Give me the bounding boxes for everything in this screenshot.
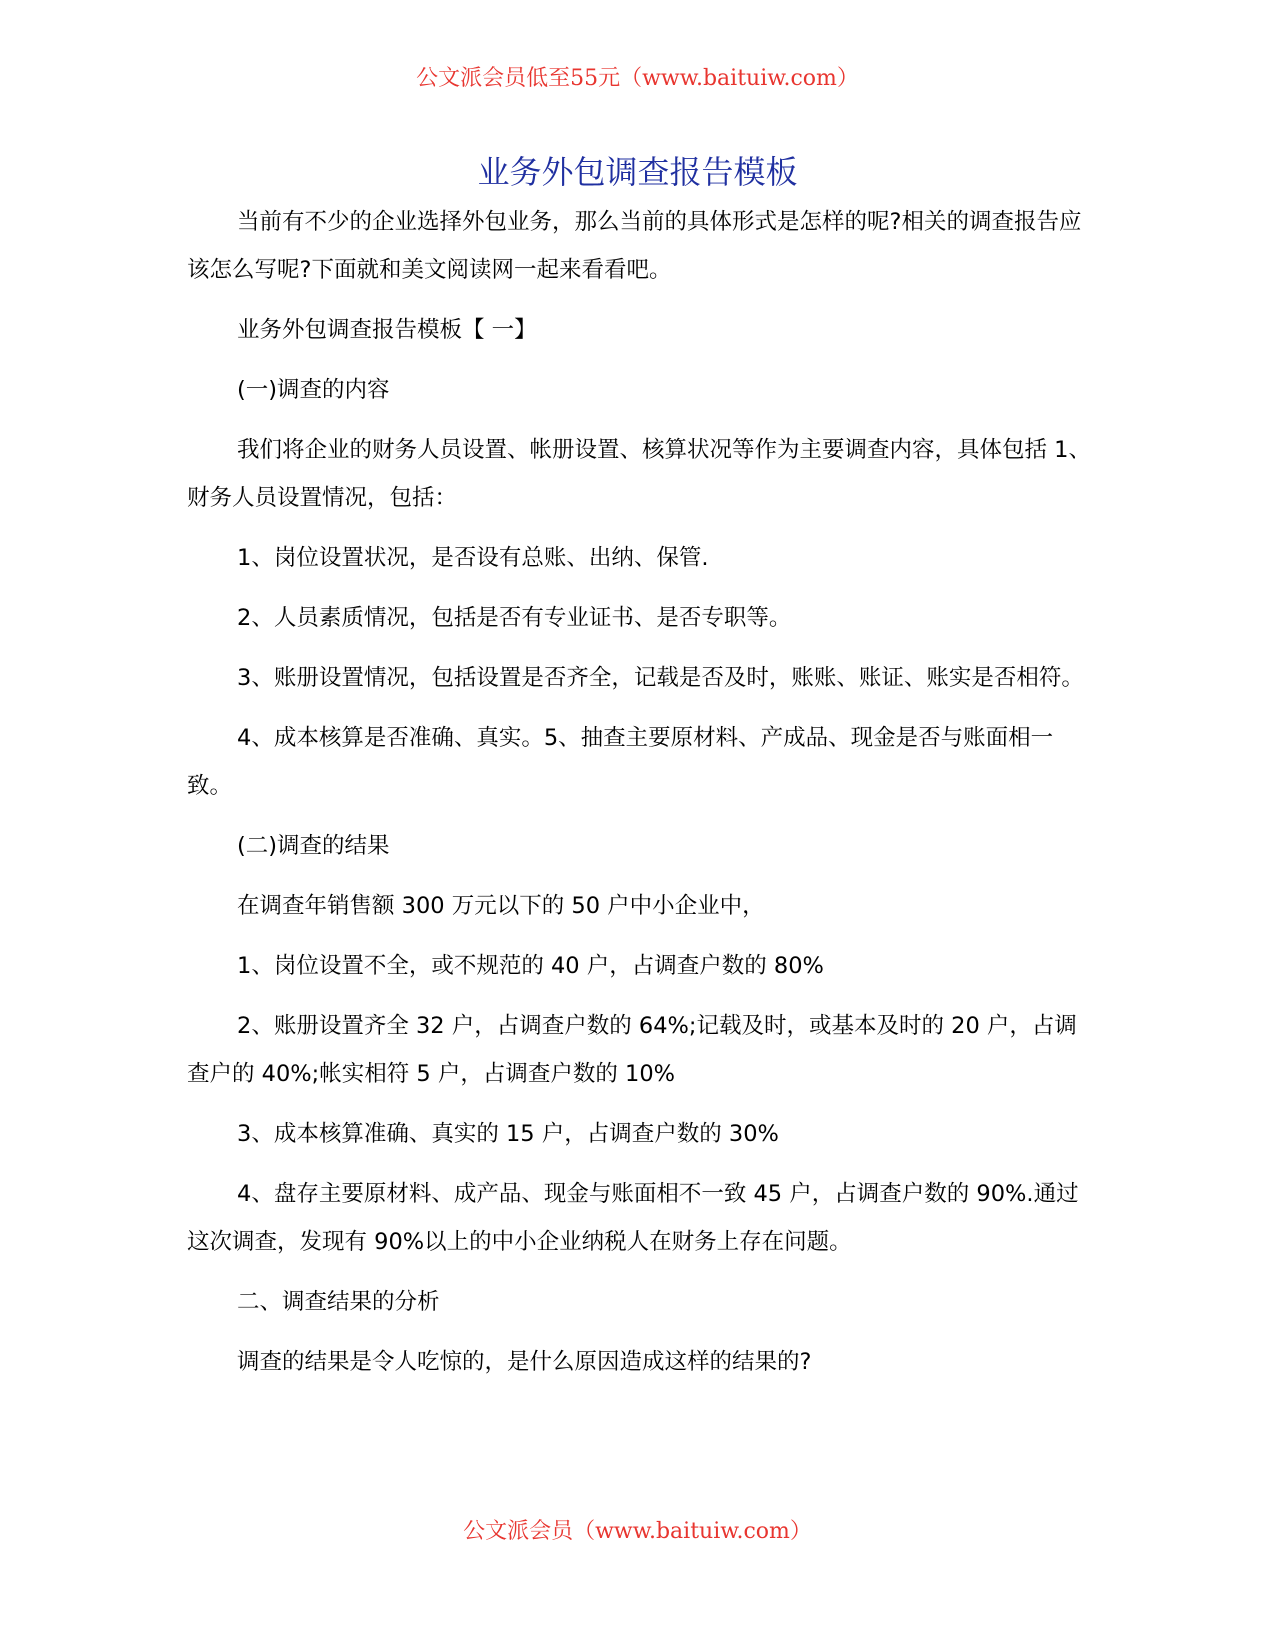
list-item-staff-quality: 2、人员素质情况，包括是否有专业证书、是否专职等。 [237,605,792,631]
list-item-ledger-setup: 3、账册设置情况，包括设置是否齐全，记载是否及时，账账、账证、账实是否相符。 [237,665,1084,691]
result-item-ledger: 2、账册设置齐全 32 户，占调查户数的 64%;记载及时，或基本及时的 20 户，占调查户的 40%;帐实相符 5 户，占调查户数的 10% [187,1013,1077,1087]
paragraph-survey-scope: 我们将企业的财务人员设置、帐册设置、核算状况等作为主要调查内容，具体包括 1、财务人员设置情况，包括： [187,437,1091,511]
paragraph-analysis-question: 调查的结果是令人吃惊的，是什么原因造成这样的结果的? [237,1349,812,1375]
result-item-cost-accounting: 3、成本核算准确、真实的 15 户，占调查户数的 30% [237,1121,779,1147]
list-item-post-setup: 1、岗位设置状况，是否设有总账、出纳、保管. [237,545,709,571]
result-item-post-setup: 1、岗位设置不全，或不规范的 40 户，占调查户数的 80% [237,953,824,979]
document-body [187,198,1092,1398]
paragraph-intro: 当前有不少的企业选择外包业务，那么当前的具体形式是怎样的呢?相关的调查报告应该怎么写呢?下面就和美文阅读网一起来看看吧。 [187,209,1082,283]
subheading-survey-results: (二)调查的结果 [237,833,390,859]
section-heading-template-one: 业务外包调查报告模板【 一】 [237,317,537,343]
result-item-inventory: 4、盘存主要原材料、成产品、现金与账面相不一致 45 户，占调查户数的 90%.通过这次调查，发现有 90%以上的中小企业纳税人在财务上存在问题。 [187,1181,1079,1255]
list-item-cost-accounting: 4、成本核算是否准确、真实。5、抽查主要原材料、产成品、现金是否与账面相一致。 [187,725,1054,799]
footer-ad-banner: 公文派会员（www.baituiw.com） [463,1519,812,1544]
section-heading-analysis: 二、调查结果的分析 [237,1289,440,1315]
subheading-survey-content: (一)调查的内容 [237,377,390,403]
header-ad-banner: 公文派会员低至55元（www.baituiw.com） [416,66,859,91]
paragraph-results-intro: 在调查年销售额 300 万元以下的 50 户中小企业中， [237,893,765,919]
document-title: 业务外包调查报告模板 [477,153,798,191]
